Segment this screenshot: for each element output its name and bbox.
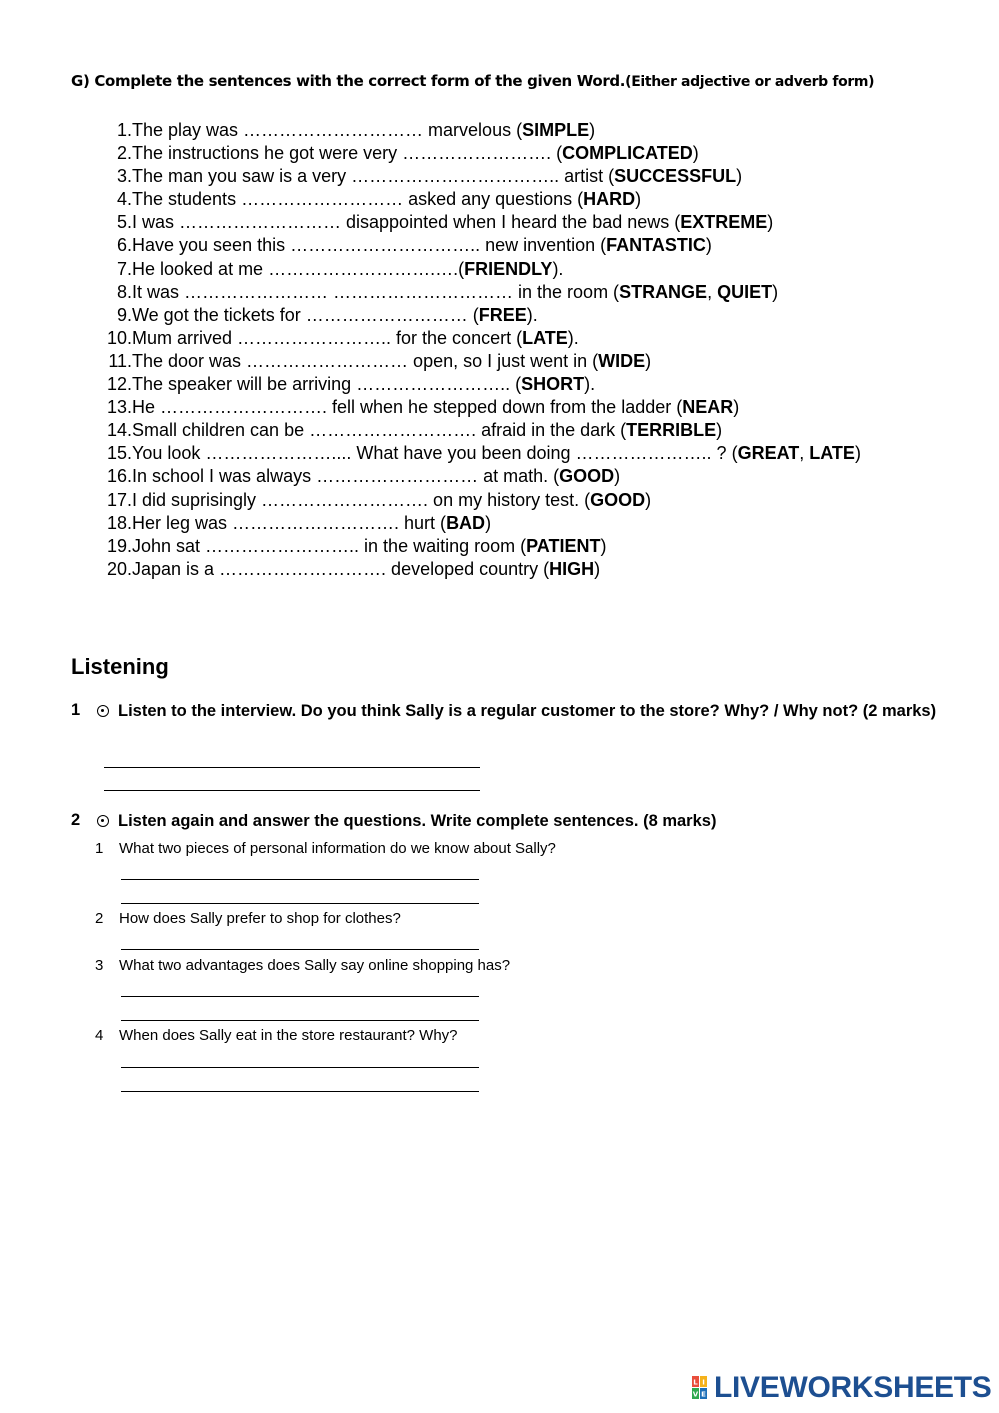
sentence-text: It was …………………… ………………………… in the room ( xyxy=(132,281,620,302)
exercise-item xyxy=(88,465,861,488)
exercise-number-text: 12. xyxy=(106,374,132,395)
given-word: LATE xyxy=(809,443,855,464)
sentence-text: ) xyxy=(485,512,492,533)
exercise-number xyxy=(88,373,132,396)
brand-name: LIVEWORKSHEETS xyxy=(714,1371,992,1404)
exercise-number-text: 5. xyxy=(116,212,132,233)
question-number: 2 xyxy=(71,811,81,829)
exercise-sentence xyxy=(132,234,712,257)
sentence-text: Mum arrived …………………….. for the concert ( xyxy=(132,327,523,348)
exercise-number-text: 2. xyxy=(116,143,132,164)
sentence-text: I was ……………………… disappointed when I heard the bad news ( xyxy=(132,212,681,233)
sentence-text: , xyxy=(799,443,810,464)
exercise-number xyxy=(88,465,132,488)
exercise-number xyxy=(88,419,132,442)
logo-letter: V xyxy=(692,1390,699,1399)
given-word: SIMPLE xyxy=(522,120,590,140)
exercise-number xyxy=(88,558,132,581)
exercise-sentence xyxy=(132,304,538,327)
given-word: EXTREME xyxy=(680,212,768,233)
sentence-text: ) xyxy=(705,235,712,256)
sentence-text: ) xyxy=(733,397,740,418)
sentence-text: The door was ……………………… open, so I just went in ( xyxy=(132,350,599,371)
sub-question-text: When does Sally eat in the store restaurant? Why? xyxy=(119,1027,458,1044)
sentence-text: ). xyxy=(567,327,579,348)
exercise-sentence xyxy=(132,489,651,512)
exercise-sentence xyxy=(132,211,773,234)
exercise-sentence xyxy=(132,188,641,211)
exercise-number xyxy=(88,258,132,281)
exercise-item xyxy=(88,512,861,535)
given-word: LATE xyxy=(522,327,568,348)
exercise-number xyxy=(88,535,132,558)
sentence-text: ) xyxy=(716,420,723,441)
sentence-text: I did suprisingly ………………………. on my history test. ( xyxy=(132,489,591,510)
exercise-item xyxy=(88,419,861,442)
given-word: GOOD xyxy=(559,466,615,487)
answer-line[interactable] xyxy=(121,996,479,997)
sentence-text: He looked at me ……………………….….( xyxy=(132,258,465,279)
exercise-number xyxy=(88,119,132,142)
sub-question-text: What two advantages does Sally say online shopping has? xyxy=(119,957,511,974)
sub-question-number: 4 xyxy=(95,1027,104,1044)
exercise-number xyxy=(88,188,132,211)
exercise-number-text: 19. xyxy=(106,535,132,556)
exercise-sentence xyxy=(132,512,491,535)
exercise-number xyxy=(88,211,132,234)
listening-question-2 xyxy=(71,811,971,833)
logo-letter: L xyxy=(693,1378,698,1387)
exercise-number-text: 6. xyxy=(116,235,132,256)
exercise-number xyxy=(88,350,132,373)
audio-icon xyxy=(97,705,109,717)
exercise-number xyxy=(88,142,132,165)
exercise-number xyxy=(88,281,132,304)
exercise-sentence xyxy=(132,535,606,558)
given-word: GREAT xyxy=(737,443,800,464)
given-word: HIGH xyxy=(549,558,595,579)
exercise-item xyxy=(88,188,861,211)
sentence-text: ) xyxy=(614,466,621,487)
exercise-number-text: 3. xyxy=(116,166,132,187)
sentence-text: ) xyxy=(772,281,779,302)
sub-question-text: How does Sally prefer to shop for clothes? xyxy=(119,910,401,927)
exercise-number-text: 14. xyxy=(106,420,132,441)
sentence-text: Have you seen this ………………………….. new invention ( xyxy=(132,235,607,256)
given-word: STRANGE xyxy=(619,281,708,302)
given-word: FREE xyxy=(478,304,527,325)
sentence-text: ). xyxy=(552,258,564,279)
sub-question-text: What two pieces of personal information do we know about Sally? xyxy=(119,840,556,857)
sub-question-number: 2 xyxy=(95,910,104,927)
exercise-sentence xyxy=(132,350,651,373)
exercise-item xyxy=(88,142,861,165)
exercise-item xyxy=(88,442,861,465)
exercise-number-text: 18. xyxy=(106,512,132,533)
exercise-item xyxy=(88,281,861,304)
exercise-number-text: 16. xyxy=(106,466,132,487)
given-word: QUIET xyxy=(717,281,773,302)
exercise-number xyxy=(88,489,132,512)
sentence-text: The students ……………………… asked any questions ( xyxy=(132,189,584,210)
exercise-item xyxy=(88,119,861,142)
sentence-text: Her leg was ………………………. hurt ( xyxy=(132,512,447,533)
exercise-number xyxy=(88,442,132,465)
sentence-text: We got the tickets for ……………………… ( xyxy=(132,304,479,325)
sentence-text: ) xyxy=(645,489,652,510)
given-word: HARD xyxy=(583,189,636,210)
sentence-text: ). xyxy=(526,304,538,325)
given-word: GOOD xyxy=(590,489,646,510)
exercise-sentence xyxy=(132,373,595,396)
exercise-item xyxy=(88,558,861,581)
section-g-title xyxy=(71,72,874,90)
logo-letter: E xyxy=(701,1390,706,1399)
exercise-item xyxy=(88,234,861,257)
sentence-text: ) xyxy=(635,189,642,210)
sentence-text: ) xyxy=(589,120,596,140)
exercise-sentence xyxy=(132,119,595,142)
exercise-number-text: 20. xyxy=(106,558,132,579)
sentence-text: The play was ………………………… marvelous ( xyxy=(132,120,523,140)
question-number: 1 xyxy=(71,701,81,719)
exercise-item xyxy=(88,535,861,558)
sentence-text: ) xyxy=(736,166,743,187)
sentence-text: ). xyxy=(584,374,596,395)
exercise-sentence xyxy=(132,419,722,442)
exercise-item xyxy=(88,327,861,350)
exercise-item xyxy=(88,165,861,188)
sentence-text: He ………………………. fell when he stepped down from the ladder ( xyxy=(132,397,683,418)
exercise-item xyxy=(88,211,861,234)
sentence-text: The man you saw is a very …………………………….. artist ( xyxy=(132,166,615,187)
sub-question-number: 1 xyxy=(95,840,104,857)
sentence-text: ) xyxy=(645,350,652,371)
exercise-number-text: 17. xyxy=(106,489,132,510)
exercise-sentence xyxy=(132,465,620,488)
sentence-text: John sat …………………….. in the waiting room ( xyxy=(132,535,527,556)
sentence-text: Small children can be ………………………. afraid in the dark ( xyxy=(132,420,627,441)
exercise-number-text: 13. xyxy=(106,397,132,418)
exercise-number xyxy=(88,396,132,419)
given-word: SHORT xyxy=(521,374,585,395)
exercise-number xyxy=(88,304,132,327)
exercise-number-text: 9. xyxy=(116,304,132,325)
given-word: SUCCESSFUL xyxy=(614,166,737,187)
answer-line[interactable] xyxy=(121,903,479,904)
exercise-number-text: 15. xyxy=(106,443,132,464)
sentence-text: The instructions he got were very ……………………. ( xyxy=(132,143,563,164)
exercise-number-text: 7. xyxy=(116,258,132,279)
listening-title: Listening xyxy=(71,654,169,679)
sentence-text: ) xyxy=(600,535,607,556)
answer-line[interactable] xyxy=(104,790,480,791)
exercise-item xyxy=(88,489,861,512)
answer-line[interactable] xyxy=(121,949,479,950)
exercise-sentence xyxy=(132,327,579,350)
answer-line[interactable] xyxy=(121,1020,479,1021)
answer-line[interactable] xyxy=(121,1091,479,1092)
exercise-item xyxy=(88,373,861,396)
exercise-sentence xyxy=(132,258,563,281)
exercise-number xyxy=(88,327,132,350)
audio-icon xyxy=(97,815,109,827)
given-word: FANTASTIC xyxy=(606,235,706,256)
sentence-text: ) xyxy=(767,212,774,233)
given-word: PATIENT xyxy=(526,535,601,556)
answer-line[interactable] xyxy=(121,1067,479,1068)
given-word: NEAR xyxy=(682,397,734,418)
exercise-number xyxy=(88,234,132,257)
exercise-number-text: 8. xyxy=(116,281,132,302)
exercise-number xyxy=(88,165,132,188)
logo-letter: I xyxy=(702,1378,705,1387)
exercise-sentence xyxy=(132,442,861,465)
exercise-number xyxy=(88,512,132,535)
given-word: COMPLICATED xyxy=(562,143,693,164)
sentence-text: In school I was always ……………………… at math. ( xyxy=(132,466,560,487)
exercise-number-text: 10. xyxy=(106,327,132,348)
sentence-text: ) xyxy=(594,558,601,579)
listening-question-1 xyxy=(71,701,971,745)
given-word: FRIENDLY xyxy=(464,258,553,279)
section-g-note: (Either adjective or adverb form) xyxy=(625,74,875,90)
sentence-text: The speaker will be arriving …………………….. ( xyxy=(132,374,522,395)
liveworksheets-logo xyxy=(692,1372,992,1404)
section-g-instruction: G) Complete the sentences with the correct form of the given Word. xyxy=(71,72,626,90)
exercise-number-text: 4. xyxy=(116,189,132,210)
sentence-text: ) xyxy=(854,443,861,464)
sentence-text: Japan is a ………………………. developed country ( xyxy=(132,558,550,579)
exercise-item xyxy=(88,396,861,419)
exercise-sentence xyxy=(132,142,699,165)
given-word: BAD xyxy=(446,512,486,533)
exercise-number-text: 1. xyxy=(116,120,132,140)
answer-line[interactable] xyxy=(121,879,479,880)
exercise-sentence xyxy=(132,396,739,419)
answer-line[interactable] xyxy=(104,767,480,768)
sentence-text: ) xyxy=(692,143,699,164)
exercise-list xyxy=(88,119,861,581)
exercise-sentence xyxy=(132,558,600,581)
question-text: Listen to the interview. Do you think Sally is a regular customer to the store? Why? / Why not? (2 marks) xyxy=(118,702,937,720)
given-word: WIDE xyxy=(598,350,646,371)
liveworksheets-logo-icon xyxy=(692,1376,708,1400)
exercise-item xyxy=(88,350,861,373)
exercise-number-text: 11. xyxy=(108,350,132,371)
exercise-sentence xyxy=(132,165,742,188)
question-text: Listen again and answer the questions. Write complete sentences. (8 marks) xyxy=(118,812,717,830)
sentence-text: , xyxy=(707,281,718,302)
exercise-item xyxy=(88,258,861,281)
sub-question-number: 3 xyxy=(95,957,104,974)
exercise-item xyxy=(88,304,861,327)
exercise-sentence xyxy=(132,281,778,304)
given-word: TERRIBLE xyxy=(626,420,717,441)
sentence-text: You look ………………….... What have you been doing ………………….. ? ( xyxy=(132,443,738,464)
